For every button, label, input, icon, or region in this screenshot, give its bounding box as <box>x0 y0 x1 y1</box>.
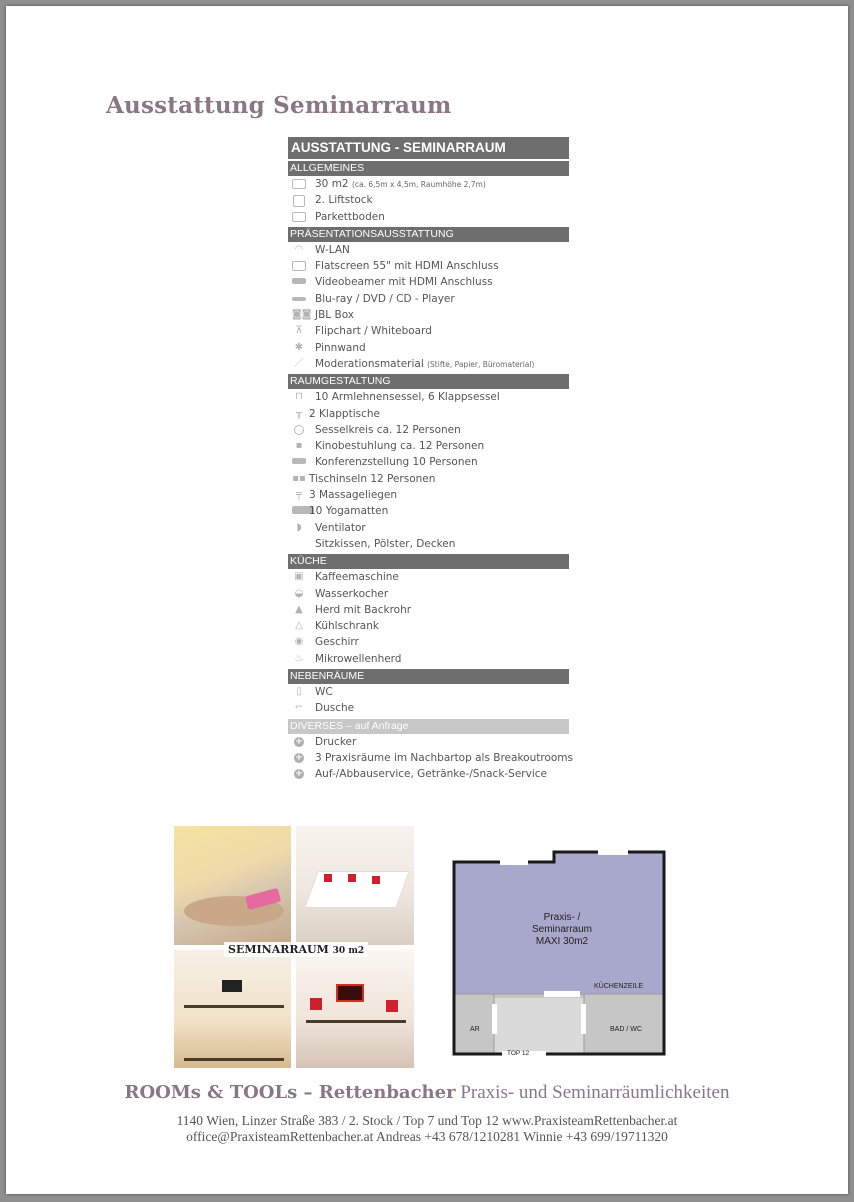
pin-icon: ✱ <box>294 341 304 353</box>
floorplan-ar-label: AR <box>470 1026 480 1033</box>
list-item <box>288 520 569 536</box>
list-item <box>288 192 569 208</box>
list-item <box>288 340 569 356</box>
document-page <box>6 6 848 1194</box>
item-text: 2. Liftstock <box>315 194 373 207</box>
equipment-table <box>288 137 573 783</box>
bluray-player-icon <box>292 294 306 304</box>
projector-icon <box>292 277 306 287</box>
list-item <box>288 684 569 700</box>
item-text: 3 Praxisräume im Nachbartop als Breakoutrooms <box>315 751 573 764</box>
microwave-icon: ♨ <box>294 652 304 664</box>
item-text: Kühlschrank <box>315 620 379 633</box>
item-text: Moderationsmaterial <box>315 357 424 370</box>
item-text: WC <box>315 686 333 699</box>
list-item <box>288 389 569 405</box>
table-header: AUSSTATTUNG - SEMINARRAUM <box>288 137 569 159</box>
list-item <box>288 422 569 438</box>
list-item <box>288 176 569 192</box>
item-text: Flatscreen 55" mit HDMI Anschluss <box>315 260 499 273</box>
wifi-icon: ◠ <box>294 243 304 255</box>
item-text: 2 Klapptische <box>309 407 380 420</box>
item-text: Geschirr <box>315 636 359 649</box>
item-note: (ca. 6,5m x 4,5m, Raumhöhe 2,7m) <box>351 180 486 189</box>
plus-icon: + <box>295 769 303 780</box>
item-text: Sesselkreis ca. 12 Personen <box>315 423 461 436</box>
floorplan-room-line2: Seminarraum <box>531 924 593 935</box>
section-diverses: DIVERSES – auf Anfrage <box>288 719 569 734</box>
item-text: Auf-/Abbauservice, Getränke-/Snack-Service <box>315 768 547 781</box>
floorplan-room-line3: MAXI 30m2 <box>535 936 589 947</box>
pen-icon: ／ <box>294 357 304 369</box>
wc-icon: ▯ <box>296 686 302 698</box>
list-item <box>288 536 569 552</box>
list-item <box>288 734 569 750</box>
coffee-machine-icon: ▣ <box>294 571 304 583</box>
photo-conference <box>296 826 414 945</box>
item-note: (Stifte, Papier, Büromaterial) <box>427 359 535 369</box>
photo-caption-size: 30 m2 <box>332 946 365 956</box>
floorplan-room-line1: Praxis- / <box>543 912 581 923</box>
section-praesentation: PRÄSENTATIONSAUSSTATTUNG <box>288 227 569 242</box>
section-kueche: KÜCHE <box>288 554 569 569</box>
list-item <box>288 503 569 519</box>
room-photo-collage <box>174 826 414 1068</box>
list-item <box>288 323 569 339</box>
section-allgemeines: ALLGEMEINES <box>288 161 569 176</box>
item-text: Videobeamer mit HDMI Anschluss <box>315 276 493 289</box>
item-text: Tischinseln 12 Personen <box>309 472 436 485</box>
list-item <box>288 750 573 766</box>
list-item <box>288 651 569 667</box>
shower-icon: ⌐ <box>294 702 304 714</box>
dishes-icon: ◉ <box>294 636 304 648</box>
fan-icon: ◗ <box>296 521 302 533</box>
list-item <box>288 634 569 650</box>
floorplan-kitchen-label: KÜCHENZEILE <box>594 983 644 990</box>
flipchart-icon: ⊼ <box>295 325 303 337</box>
plus-icon: + <box>295 752 303 763</box>
item-text: Wasserkocher <box>315 587 389 600</box>
photo-cinema <box>296 950 414 1068</box>
list-item <box>288 471 569 487</box>
item-text: Drucker <box>315 735 357 748</box>
item-text: 10 Armlehnensessel, 6 Klappsessel <box>315 391 500 404</box>
list-item <box>288 569 569 585</box>
list-item <box>288 766 569 782</box>
photo-caption-label: SEMINARRAUM <box>228 943 329 956</box>
folding-table-icon: ╥ <box>295 407 303 419</box>
photo-caption <box>224 942 368 957</box>
list-item <box>288 602 569 618</box>
armchair-icon: ⊓ <box>295 391 303 403</box>
item-text: Blu-ray / DVD / CD - Player <box>315 292 455 305</box>
list-item <box>288 307 569 323</box>
item-text: Herd mit Backrohr <box>315 603 412 616</box>
floorplan-bath-label: BAD / WC <box>610 1026 642 1033</box>
list-item <box>288 700 569 716</box>
list-item <box>288 291 569 307</box>
list-item <box>288 438 569 454</box>
speaker-icon: ◙◙ <box>292 309 312 321</box>
flatscreen-icon <box>292 261 306 271</box>
parquet-icon <box>292 212 306 222</box>
elevator-icon <box>292 195 306 205</box>
yoga-mat-icon <box>292 506 306 516</box>
footer-contact: office@PraxisteamRettenbacher.at Andreas +43 678/1210281 Winnie +43 699/19711320 <box>186 1129 668 1144</box>
list-item <box>288 209 569 225</box>
fridge-icon: △ <box>295 620 303 632</box>
item-text: Parkettboden <box>315 210 385 223</box>
item-text: Flipchart / Whiteboard <box>315 325 432 338</box>
floorplan-top-label: TOP 12 <box>507 1050 530 1057</box>
room-size-icon <box>292 179 306 189</box>
section-raumgestaltung: RAUMGESTALTUNG <box>288 374 569 389</box>
item-text: Sitzkissen, Pölster, Decken <box>315 537 456 550</box>
page-title: Ausstattung Seminarraum <box>106 92 452 119</box>
circle-icon <box>292 425 306 435</box>
conference-icon <box>292 457 306 467</box>
list-item <box>288 454 569 470</box>
item-text: JBL Box <box>315 309 355 322</box>
list-item <box>288 586 569 602</box>
list-item <box>288 274 569 290</box>
kettle-icon: ◒ <box>294 587 304 599</box>
section-nebenraeume: NEBENRÄUME <box>288 669 569 684</box>
item-text: Konferenzstellung 10 Personen <box>315 456 478 469</box>
item-text: Kinobestuhlung ca. 12 Personen <box>315 440 485 453</box>
footer-tagline: Praxis- und Seminarräumlichkeiten <box>460 1082 730 1103</box>
footer-address: 1140 Wien, Linzer Straße 383 / 2. Stock / Top 7 und Top 12 www.PraxisteamRettenbacher.at <box>176 1113 678 1128</box>
list-item <box>288 487 569 503</box>
item-text: Kaffeemaschine <box>315 571 399 584</box>
cinema-seat-icon: ▪ <box>295 440 303 452</box>
list-item <box>288 406 569 422</box>
table-islands-icon: ▪▪ <box>292 472 306 484</box>
floorplan-room-label <box>512 912 612 948</box>
photo-seating <box>174 950 291 1068</box>
floorplan <box>452 844 668 1056</box>
list-item <box>288 356 569 372</box>
item-text: 30 m2 <box>315 178 349 190</box>
list-item <box>288 242 569 258</box>
footer-brand-line <box>6 1082 848 1104</box>
massage-bench-icon: ╤ <box>295 489 303 501</box>
item-text: W-LAN <box>315 243 350 256</box>
stove-icon: ▲ <box>295 603 303 615</box>
list-item <box>288 618 569 634</box>
item-text: 10 Yogamatten <box>309 505 389 518</box>
floorplan-drawing <box>452 844 668 1056</box>
plus-icon: + <box>295 736 303 747</box>
list-item <box>288 258 569 274</box>
photo-yoga <box>174 826 291 945</box>
item-text: 3 Massageliegen <box>309 489 398 502</box>
item-text: Mikrowellenherd <box>315 652 402 665</box>
item-text: Pinnwand <box>315 341 366 354</box>
item-text: Ventilator <box>315 521 366 534</box>
item-text: Dusche <box>315 702 355 715</box>
footer-brand: ROOMs & TOOLs – Rettenbacher <box>124 1082 456 1103</box>
